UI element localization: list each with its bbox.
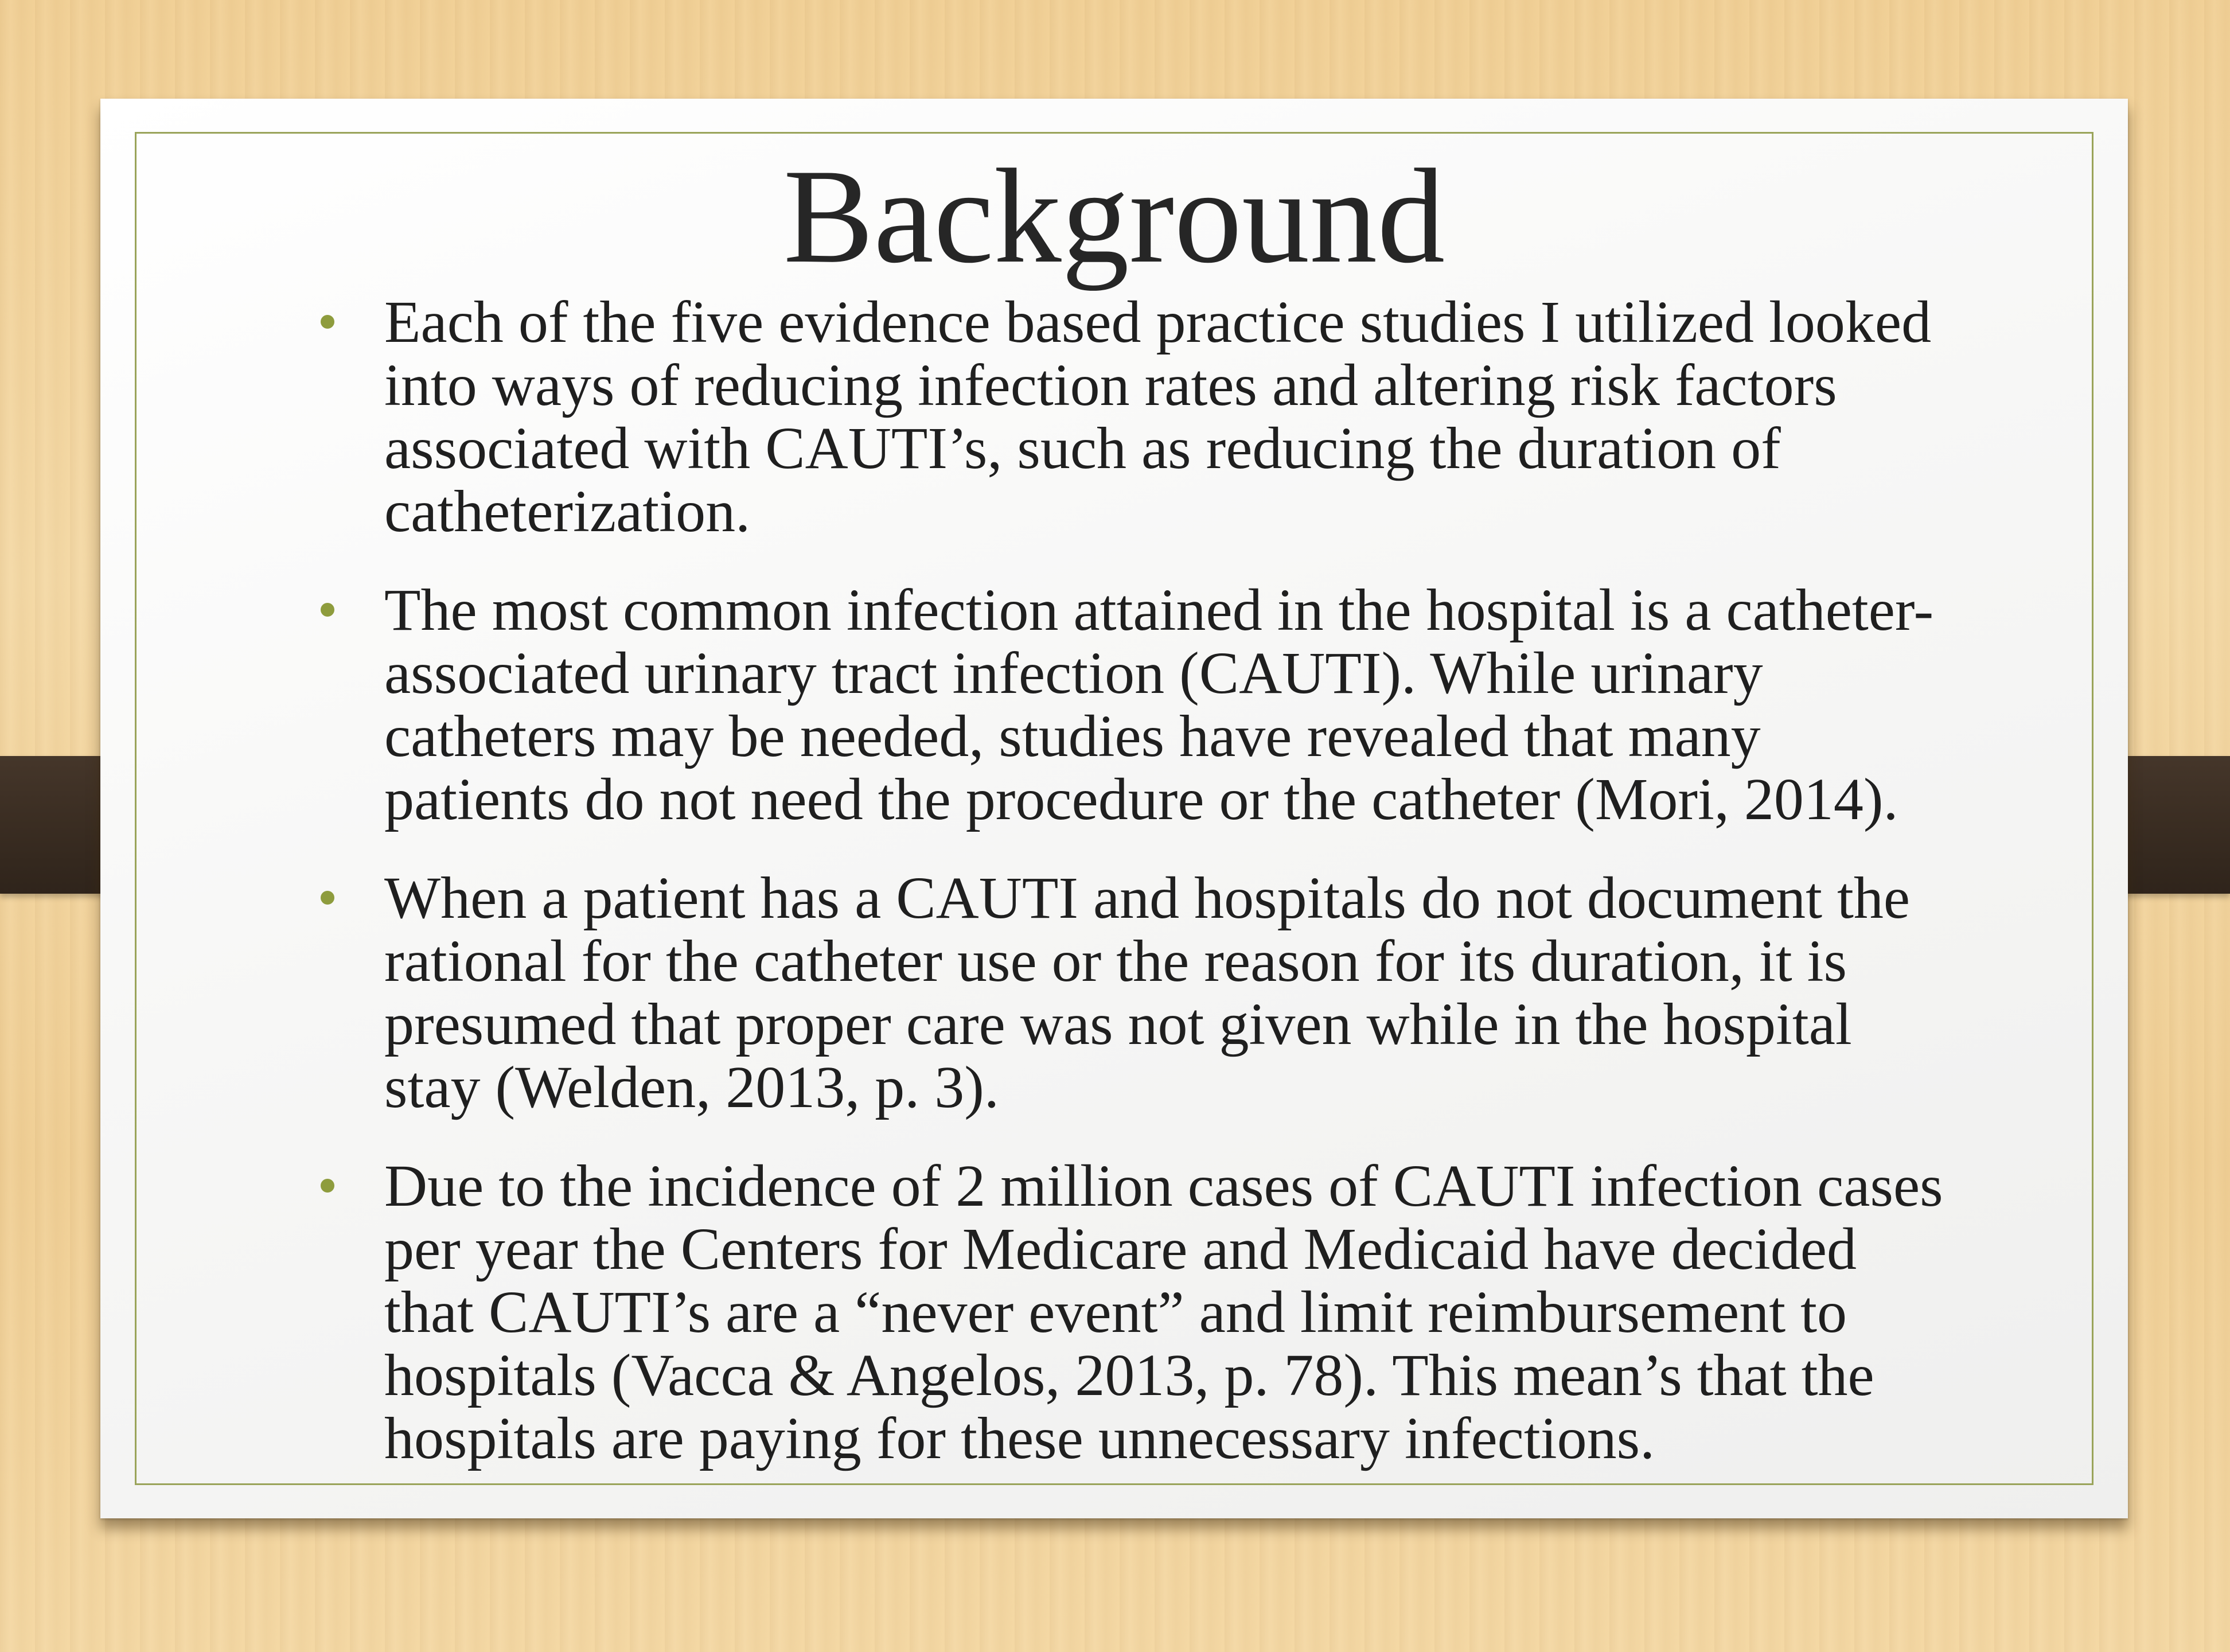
bullet-line: per year the Centers for Medicare and Medicaid have decided — [384, 1216, 1857, 1282]
bullet-line: into ways of reducing infection rates and altering risk factors — [384, 352, 1837, 418]
bullet-line: associated urinary tract infection (CAUTI). While urinary — [384, 640, 1763, 706]
bullet-line: hospitals are paying for these unnecessary infections. — [384, 1405, 1655, 1471]
bullet-dot-icon — [321, 315, 334, 329]
bullet-dot-icon — [321, 603, 334, 617]
slide-title: Background — [783, 142, 1445, 291]
bullet-item — [284, 579, 2177, 831]
bullet-text — [384, 291, 2177, 543]
bullet-line: When a patient has a CAUTI and hospitals do not document the — [384, 865, 1911, 931]
bullet-line: Each of the five evidence based practice studies I utilized looked — [384, 289, 1932, 355]
bullet-text — [384, 1155, 2177, 1470]
bullet-item — [284, 1155, 2177, 1470]
bullet-line: associated with CAUTI’s, such as reducing the duration of — [384, 415, 1781, 481]
bullet-dot-icon — [321, 891, 334, 905]
bullet-line: stay (Welden, 2013, p. 3). — [384, 1054, 999, 1120]
bullet-list — [284, 291, 2177, 1506]
bullet-text — [384, 579, 2177, 831]
bullet-line: rational for the catheter use or the reason for its duration, it is — [384, 928, 1847, 994]
bullet-line: presumed that proper care was not given while in the hospital — [384, 991, 1852, 1057]
bullet-line: The most common infection attained in the hospital is a catheter- — [384, 577, 1934, 643]
bullet-line: catheters may be needed, studies have revealed that many — [384, 703, 1761, 769]
bullet-item — [284, 291, 2177, 543]
slide-card — [100, 99, 2128, 1518]
bullet-item — [284, 867, 2177, 1119]
bullet-line: patients do not need the procedure or the catheter (Mori, 2014). — [384, 766, 1898, 832]
bullet-line: catheterization. — [384, 478, 751, 544]
bullet-dot-icon — [321, 1179, 334, 1193]
bullet-text — [384, 867, 2177, 1119]
bullet-line: that CAUTI’s are a “never event” and limit reimbursement to — [384, 1279, 1847, 1345]
bullet-line: hospitals (Vacca & Angelos, 2013, p. 78). This mean’s that the — [384, 1342, 1874, 1408]
bullet-line: Due to the incidence of 2 million cases of CAUTI infection cases — [384, 1153, 1943, 1219]
